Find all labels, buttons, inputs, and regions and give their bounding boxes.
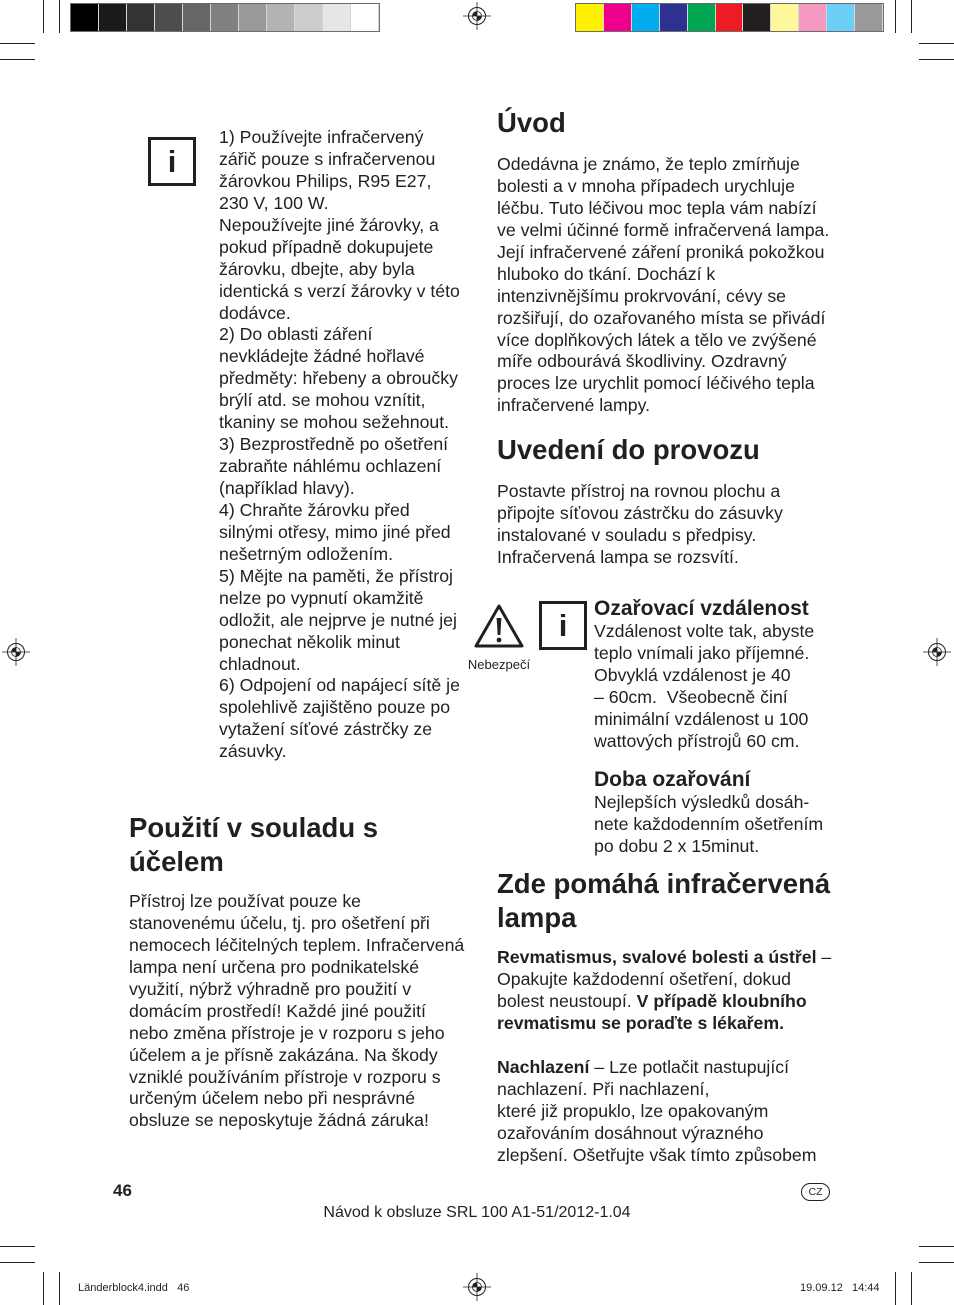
- crop-mark: [59, 0, 60, 33]
- color-swatch: [604, 4, 632, 31]
- text-line: nevkládejte žádné hořlavé: [219, 346, 425, 367]
- introduction-heading: Úvod: [497, 107, 566, 138]
- text-line: stanovenému účelu, tj. pro ošetření při: [129, 912, 430, 933]
- safety-notes-text: [219, 127, 460, 763]
- text-line: zlepšení. Ošetřujte však tímto způsobem: [497, 1144, 817, 1165]
- text-line: vytažení síťové zástrčky ze: [219, 719, 433, 740]
- intended-use-heading: [129, 811, 378, 879]
- crop-mark: [59, 1272, 60, 1305]
- text-line: nemocech léčitelných teplem. Infračervená: [129, 934, 465, 955]
- text-line: Vzdálenost volte tak, abyste: [594, 621, 815, 641]
- text-line: 4) Chraňte žárovku před: [219, 499, 410, 520]
- irradiation-time-text: [594, 792, 823, 858]
- text-line: Obvyklá vzdálenost je 40: [594, 664, 791, 685]
- text-line: pokud případně dokupujete: [219, 236, 434, 257]
- info-icon: i: [148, 137, 196, 186]
- crop-mark: [0, 43, 35, 44]
- text-line: [497, 1057, 817, 1079]
- bold-run: V případě kloubního: [636, 990, 807, 1011]
- text-line: – 60cm. Všeobecně činí: [594, 686, 788, 707]
- text-run: –: [816, 947, 832, 967]
- crop-mark: [0, 59, 35, 60]
- color-swatch: [799, 4, 827, 31]
- text-line: lampa není určena pro podnikatelské: [129, 956, 420, 977]
- color-swatch: [99, 4, 127, 31]
- crop-mark: [0, 1246, 35, 1247]
- text-line: 2) Do oblasti záření: [219, 324, 373, 345]
- text-line: Její infračervené záření proniká pokožkou: [497, 241, 825, 262]
- registration-mark-icon: [1, 637, 31, 667]
- text-line: více doplňkových látek a tělo ve zvýšené: [497, 329, 817, 350]
- language-badge: CZ: [801, 1183, 830, 1201]
- text-line: 230 V, 100 W.: [219, 192, 329, 213]
- color-swatch: [71, 4, 99, 31]
- text-line: infračervené lampy.: [497, 395, 651, 416]
- text-line: tkaniny se mohou sežehnout.: [219, 412, 450, 433]
- text-line: Nepoužívejte jiné žárovky, a: [219, 214, 439, 235]
- text-line: minimální vzdálenost u 100: [594, 708, 809, 729]
- text-line: dodávce.: [219, 302, 291, 323]
- color-swatch: [351, 4, 379, 31]
- text-line: nelze po vypnutí okamžitě: [219, 587, 424, 608]
- text-line: zabraňte náhlému ochlazení: [219, 456, 442, 477]
- text-line: rozšiřují, do ozařovaného místa se přivádí: [497, 307, 826, 328]
- text-line: které již propuklo, lze opakovaným: [497, 1100, 769, 1121]
- text-line: wattových přístrojů 60 cm.: [594, 730, 800, 751]
- text-line: určeným účelem nebo při nesprávné: [129, 1088, 416, 1109]
- text-line: brýlí atd. se mohou vznítit,: [219, 390, 426, 411]
- text-line: Odedávna je známo, že teplo zmírňuje: [497, 154, 800, 174]
- text-line: instalované v souladu s předpisy.: [497, 524, 757, 545]
- text-line: bolesti a v mnoha případech urychluje: [497, 175, 795, 196]
- text-line: Opakujte každodenní ošetření, dokud: [497, 968, 792, 989]
- color-swatch: [183, 4, 211, 31]
- text-line: nešetrným odložením.: [219, 543, 394, 564]
- text-line: účelem a je přísně zakázána. Na škody: [129, 1044, 438, 1065]
- cold-paragraph-lines: [497, 1079, 817, 1167]
- info-icon: i: [539, 601, 587, 650]
- crop-mark: [911, 1272, 912, 1305]
- text-line: (například hlavy).: [219, 478, 355, 498]
- color-swatch: [211, 4, 239, 31]
- color-swatch: [127, 4, 155, 31]
- irradiation-time-heading: Doba ozařování: [594, 768, 751, 791]
- color-swatch: [632, 4, 660, 31]
- rheumatism-paragraph: [497, 947, 831, 1035]
- text-line: ve velmi účinné formě infračervená lampa.: [497, 219, 830, 240]
- color-swatch: [743, 4, 771, 31]
- heading-line: Zde pomáhá infračervená: [497, 868, 831, 899]
- crop-mark: [919, 1262, 954, 1263]
- start-up-text: [497, 481, 783, 569]
- color-swatch: [688, 4, 716, 31]
- text-line: zářič pouze s infračervenou: [219, 148, 436, 169]
- heading-line: lampa: [497, 902, 577, 933]
- hazard-label: Nebezpečí: [467, 657, 531, 672]
- crop-mark: [895, 0, 896, 33]
- color-swatch: [771, 4, 799, 31]
- introduction-text: [497, 154, 829, 417]
- irradiation-distance-text: [594, 621, 814, 753]
- heading-line: Použití v souladu s: [129, 812, 379, 843]
- text-line: léčbu. Tuto léčivou moc tepla vám nabízí: [497, 197, 817, 218]
- crop-mark: [919, 1246, 954, 1247]
- text-line: teplo vnímali jako příjemné.: [594, 642, 810, 663]
- text-line: domácím prostředí! Každé jiné použití: [129, 1000, 426, 1021]
- text-line: intenzivnějšímu prokrvování, cévy se: [497, 285, 787, 306]
- text-line: 5) Mějte na paměti, že přístroj: [219, 565, 453, 586]
- crop-mark: [895, 1272, 896, 1305]
- text-line: chladnout.: [219, 653, 301, 674]
- color-swatch: [155, 4, 183, 31]
- text-line: Přístroj lze používat pouze ke: [129, 891, 362, 911]
- intended-use-text: [129, 891, 464, 1132]
- text-line: odložit, ale nejprve je nutné jej: [219, 609, 457, 630]
- text-line: 1) Používejte infračervený: [219, 127, 424, 147]
- text-line: míře odbourává škodliviny. Ozdravný: [497, 351, 787, 372]
- text-line: 3) Bezprostředně po ošetření: [219, 434, 449, 455]
- text-line: silnými otřesy, mimo jiné před: [219, 521, 451, 542]
- text-line: identická s verzí žárovky v této: [219, 280, 460, 301]
- color-swatch: [576, 4, 604, 31]
- text-line: 6) Odpojení od napájecí sítě je: [219, 675, 460, 696]
- color-swatch: [716, 4, 744, 31]
- color-swatch: [660, 4, 688, 31]
- document-id: Návod k obsluze SRL 100 A1-51/2012-1.04: [323, 1204, 631, 1221]
- text-line: Infračervená lampa se rozsvítí.: [497, 546, 739, 567]
- text-line: spolehlivě zajištěno pouze po: [219, 697, 451, 718]
- page-number: 46: [113, 1181, 132, 1200]
- text-line: žárovkou Philips, R95 E27,: [219, 170, 432, 191]
- bold-run: Revmatismus, svalové bolesti a ústřel: [497, 947, 817, 967]
- registration-mark-icon: [462, 1272, 492, 1302]
- text-run: – Lze potlačit nastupující: [589, 1057, 790, 1077]
- slug-file: Länderblock4.indd 46: [78, 1282, 190, 1294]
- text-line: [497, 991, 831, 1013]
- text-line: [497, 1013, 831, 1035]
- color-swatch: [855, 4, 883, 31]
- text-line: nebo změna přístroje je v rozporu s jeho: [129, 1022, 445, 1043]
- text-line: Postavte přístroj na rovnou plochu a: [497, 481, 781, 501]
- heading-line: účelem: [129, 846, 224, 877]
- color-swatch: [827, 4, 855, 31]
- bold-run: revmatismu se poraďte s lékařem.: [497, 1012, 785, 1033]
- color-swatch: [267, 4, 295, 31]
- helps-with-heading: [497, 867, 830, 935]
- warning-icon: [473, 603, 525, 649]
- text-run: bolest neustoupí.: [497, 990, 637, 1011]
- crop-mark: [919, 43, 954, 44]
- start-up-heading: Uvedení do provozu: [497, 434, 760, 465]
- text-line: připojte síťovou zástrčku do zásuvky: [497, 502, 783, 523]
- crop-mark: [919, 59, 954, 60]
- text-line: ponechat několik minut: [219, 631, 400, 652]
- crop-mark: [911, 0, 912, 33]
- grayscale-color-bar: [70, 3, 380, 32]
- text-line: nete každodenním ošetřením: [594, 813, 824, 834]
- text-line: obsluze se neposkytuje žádná záruka!: [129, 1110, 429, 1131]
- cold-paragraph: [497, 1057, 817, 1167]
- crop-mark: [0, 1262, 35, 1263]
- slug-timestamp: 19.09.12 14:44: [800, 1282, 880, 1294]
- text-line: zásuvky.: [219, 741, 287, 762]
- text-line: ozařováním dosáhnout výrazného: [497, 1122, 764, 1143]
- text-line: nachlazení. Při nachlazení,: [497, 1078, 710, 1099]
- text-line: využití, nýbrž výhradně pro použití v: [129, 978, 412, 999]
- color-swatch: [323, 4, 351, 31]
- bold-run: Nachlazení: [497, 1057, 590, 1077]
- text-line: proces lze urychlit pomocí léčivého tepla: [497, 373, 815, 394]
- text-line: hluboko do tkání. Dochází k: [497, 263, 716, 284]
- color-swatch: [295, 4, 323, 31]
- text-line: [497, 947, 831, 969]
- text-line: předměty: hřebeny a obroučky: [219, 368, 458, 389]
- color-swatch: [239, 4, 267, 31]
- process-color-bar: [575, 3, 884, 32]
- text-line: žárovku, dbejte, aby byla: [219, 258, 415, 279]
- irradiation-distance-heading: Ozařovací vzdálenost: [594, 597, 809, 620]
- text-line: vzniklé používáním přístroje v rozporu s: [129, 1066, 441, 1087]
- text-line: po dobu 2 x 15minut.: [594, 835, 760, 856]
- crop-mark: [43, 1272, 44, 1305]
- registration-mark-icon: [922, 637, 952, 667]
- registration-mark-icon: [462, 1, 492, 31]
- crop-mark: [43, 0, 44, 33]
- text-line: Nejlepších výsledků dosáh-: [594, 792, 810, 812]
